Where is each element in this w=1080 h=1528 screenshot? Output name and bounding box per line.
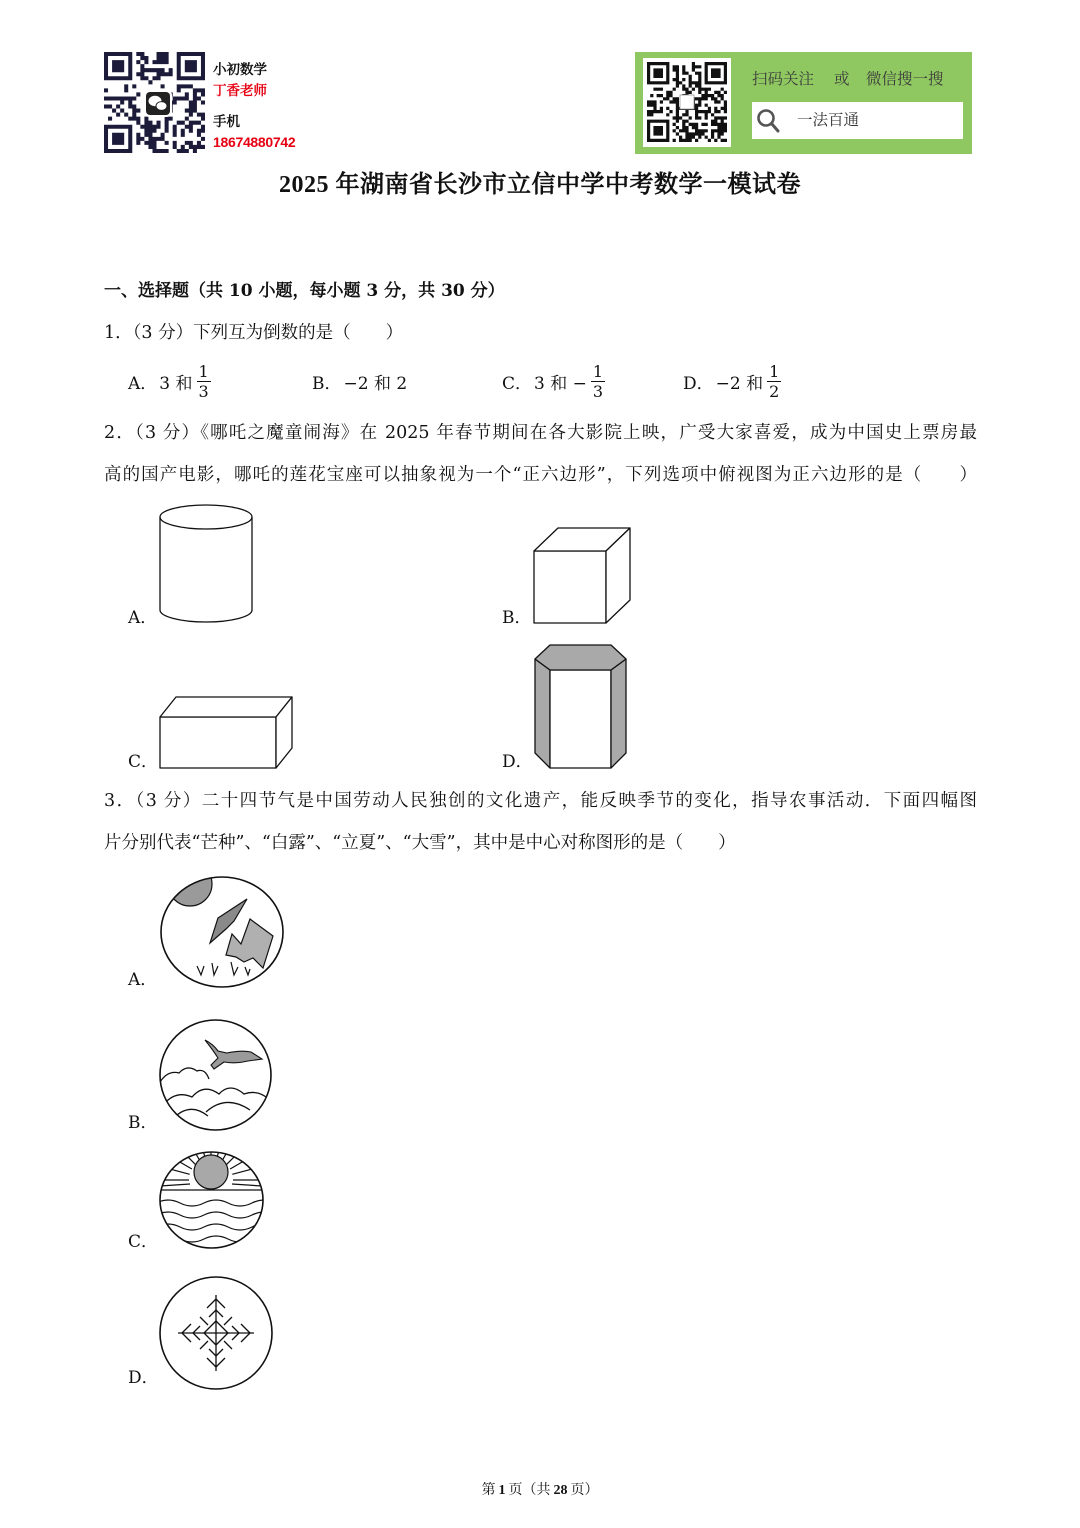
footer-suffix: 页） [570,1482,599,1498]
bailu-icon [160,1020,271,1130]
cylinder-icon [160,505,252,622]
option-label: C． [502,373,533,394]
sun-shape [194,1155,228,1189]
question-3-option-b-label: B． [128,1113,158,1133]
fraction [767,362,781,401]
question-3-stem-line: 片分别代表“芒种”、“白露”、“立夏”、“大雪”，其中是中心对称图形的是（ ） [104,833,736,853]
or-text: 或 [834,70,850,88]
phone-number: 18674880742 [213,134,296,150]
sun-shape [168,862,212,906]
question-2-option-a-label: A． [128,608,158,628]
snowflake-arms [178,1295,254,1371]
fraction-numerator: 1 [198,361,209,381]
option-label: A． [128,373,158,394]
fraction [591,362,605,401]
leaf-shape [210,899,247,943]
search-query: 一法百通 [797,111,860,129]
total-pages: 28 [553,1483,568,1498]
lixia-icon [141,1110,281,1248]
mangzhong-icon [161,862,283,987]
brand-name: 小初数学 [213,62,267,78]
question-3-stem-line: 3．（3 分）二十四节气是中国劳动人民独创的文化遗产，能反映季节的变化，指导农事活动．下面四幅图 [104,791,977,811]
option-text: 3 和 [159,373,193,394]
cylinder-sides [160,517,252,610]
fraction-denominator: 3 [198,381,209,401]
page-number: 1 [498,1483,506,1498]
fraction-denominator: 2 [769,381,780,401]
section-heading: 一、选择题（共 10 小题，每小题 3 分，共 30 分） [104,281,505,301]
option-text: 3 和 − [534,373,587,394]
page-title: 2025 年湖南省长沙市立信中学中考数学一模试卷 [279,172,801,198]
cuboid-icon [160,697,292,768]
question-1-option-b [312,359,407,403]
question-3-option-a-label: A． [128,970,158,990]
wechat-search-text: 微信搜一搜 [866,70,944,88]
cloud-line [160,1068,209,1082]
question-2-option-d-label: D． [502,752,533,772]
wave-line [156,1236,276,1242]
prism-front-face [550,670,611,768]
question-2-stem-line: 2．（3 分）《哪吒之魔童闹海》在 2025 年春节期间在各大影院上映，广受大家喜爱，成为中国史上票房最 [104,423,977,443]
wave-line [156,1200,276,1206]
cylinder-top [160,505,252,529]
question-1-option-a [128,359,211,403]
grain-shape [226,919,273,968]
qr-code-icon [643,58,731,147]
wave-line [156,1224,276,1230]
cloud-line [164,1088,270,1104]
question-3-option-c-label: C． [128,1232,159,1252]
question-3-option-d-label: D． [128,1368,159,1388]
option-text: −2 和 2 [343,373,408,394]
teacher-name: 丁香老师 [213,83,267,99]
grass-lines [197,962,250,975]
fraction-numerator: 1 [592,361,604,381]
fraction-numerator: 1 [769,361,780,381]
cylinder-bottom [160,610,252,622]
fraction [197,362,211,401]
icon-frame [160,1020,271,1130]
cube-front-face [534,551,606,623]
question-2-stem-line: 高的国产电影，哪吒的莲花宝座可以抽象视为一个“正六边形”，下列选项中俯视图为正六边形的是（ ） [104,465,977,485]
option-label: D． [683,373,714,394]
footer-prefix: 第 [481,1482,496,1498]
prism-left-face [535,659,550,768]
cube-icon [534,528,630,623]
wechat-search-box [752,102,963,139]
scan-follow-text: 扫码关注 [752,70,815,88]
cuboid-top-face [160,697,292,717]
wave-line [156,1212,276,1218]
question-2-option-c-label: C． [128,752,159,772]
fraction-denominator: 3 [592,381,604,401]
qr-center-logo [680,95,694,109]
option-text: −2 和 [715,373,764,394]
option-label: B． [312,373,342,394]
cuboid-front-face [160,717,276,768]
phone-label: 手机 [213,114,240,130]
question-1-option-c [502,359,605,403]
question-1-stem: 1．（3 分）下列互为倒数的是（ ） [104,323,404,343]
prism-right-face [611,659,626,768]
wechat-icon [144,90,172,117]
question-1-option-d [683,359,781,403]
footer-middle: 页（共 [508,1482,551,1498]
question-2-option-b-label: B． [502,608,532,628]
bird-shape [205,1040,262,1069]
search-icon [754,107,784,135]
daxue-icon [160,1277,272,1389]
qr-code-icon [102,50,210,155]
hexagonal-prism-icon [535,645,626,768]
page-footer [0,1480,1080,1501]
prism-top-hexagon [535,645,626,670]
